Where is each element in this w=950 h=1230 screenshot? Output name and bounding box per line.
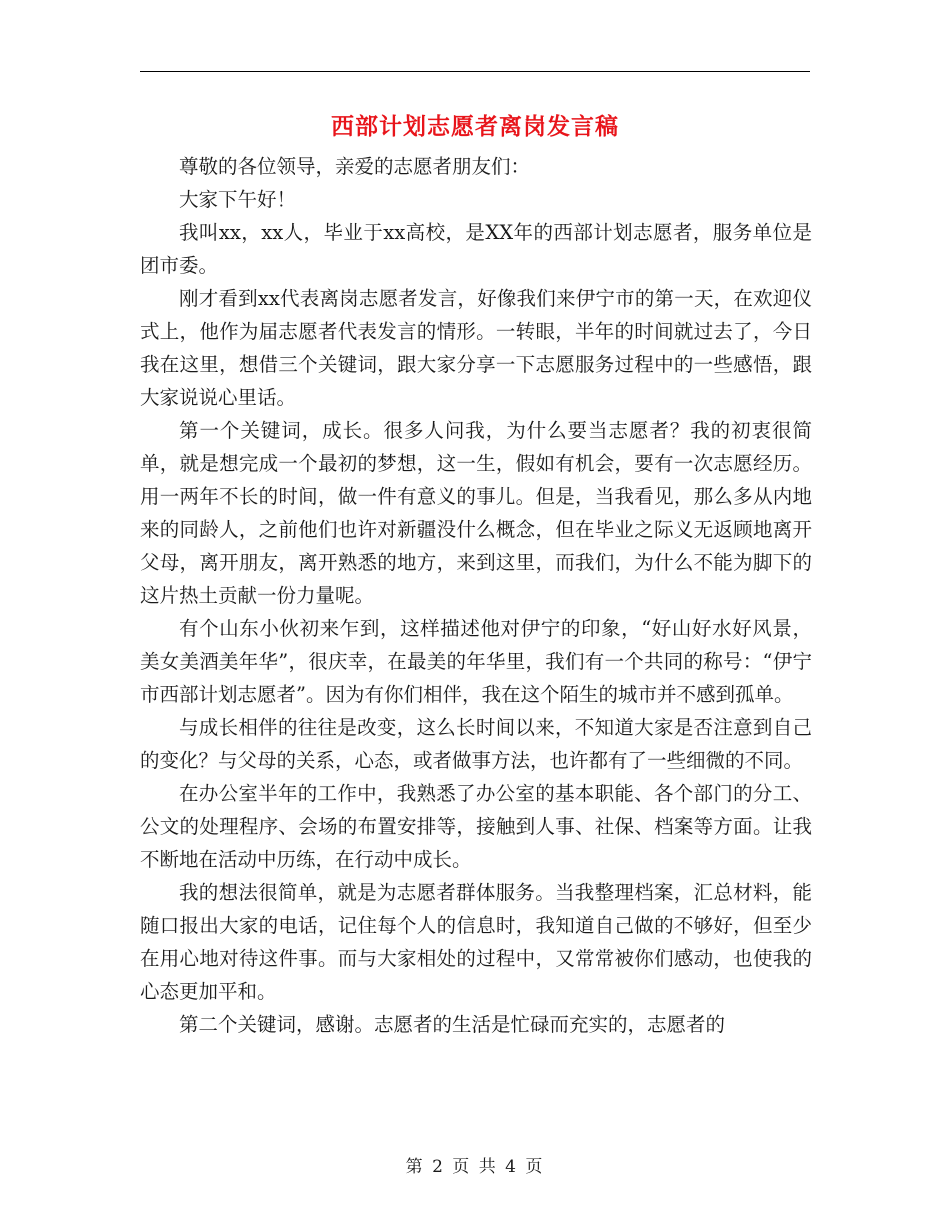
page-number-footer: 第 2 页 共 4 页 — [405, 1157, 545, 1177]
document-body — [140, 150, 812, 1041]
header-rule — [140, 71, 810, 72]
document-title: 西部计划志愿者离岗发言稿 — [331, 114, 619, 140]
paragraph-growth: 第一个关键词，成长。很多人问我，为什么要当志愿者？我的初衷很简单，就是想完成一个最初的梦想，这一生，假如有机会，要有一次志愿经历。用一两年不长的时间，做一件有意义的事儿。但是，当我看见，那么多从内地来的同龄人，之前他们也许对新疆没什么概念，但在毕业之际义无返顾地离开父母，离开朋友，离开熟悉的地方，来到这里，而我们，为什么不能为脚下的这片热土贡献一份力量呢。 — [140, 419, 812, 607]
paragraph-office-work: 在办公室半年的工作中，我熟悉了办公室的基本职能、各个部门的分工、公文的处理程序、会场的布置安排等，接触到人事、社保、档案等方面。让我不断地在活动中历练，在行动中成长。 — [140, 782, 812, 871]
paragraph-hello: 大家下午好！ — [179, 188, 297, 211]
paragraph-service: 我的想法很简单，就是为志愿者群体服务。当我整理档案，汇总材料，能随口报出大家的电话，记住每个人的信息时，我知道自己做的不够好，但至少在用心地对待这件事。而与大家相处的过程中，又常常被你们感动，也使我的心态更加平和。 — [140, 881, 812, 1003]
paragraph-greeting: 尊敬的各位领导，亲爱的志愿者朋友们： — [179, 155, 531, 178]
paragraph-change: 与成长相伴的往往是改变，这么长时间以来，不知道大家是否注意到自己的变化？与父母的关系，心态，或者做事方法，也许都有了一些细微的不同。 — [140, 716, 812, 772]
paragraph-impression: 有个山东小伙初来乍到，这样描述他对伊宁的印象，“好山好水好风景，美女美酒美年华”，很庆幸，在最美的年华里，我们有一个共同的称号：“伊宁市西部计划志愿者”。因为有你们相伴，我在这个陌生的城市并不感到孤单。 — [140, 617, 812, 706]
paragraph-intro: 我叫xx，xx人，毕业于xx高校，是XX年的西部计划志愿者，服务单位是团市委。 — [140, 221, 812, 277]
paragraph-thanks: 第二个关键词，感谢。志愿者的生活是忙碌而充实的，志愿者的 — [179, 1013, 726, 1036]
paragraph-opening: 刚才看到xx代表离岗志愿者发言，好像我们来伊宁市的第一天，在欢迎仪式上，他作为届志愿者代表发言的情形。一转眼，半年的时间就过去了，今日我在这里，想借三个关键词，跟大家分享一下志愿服务过程中的一些感悟，跟大家说说心里话。 — [140, 287, 812, 409]
